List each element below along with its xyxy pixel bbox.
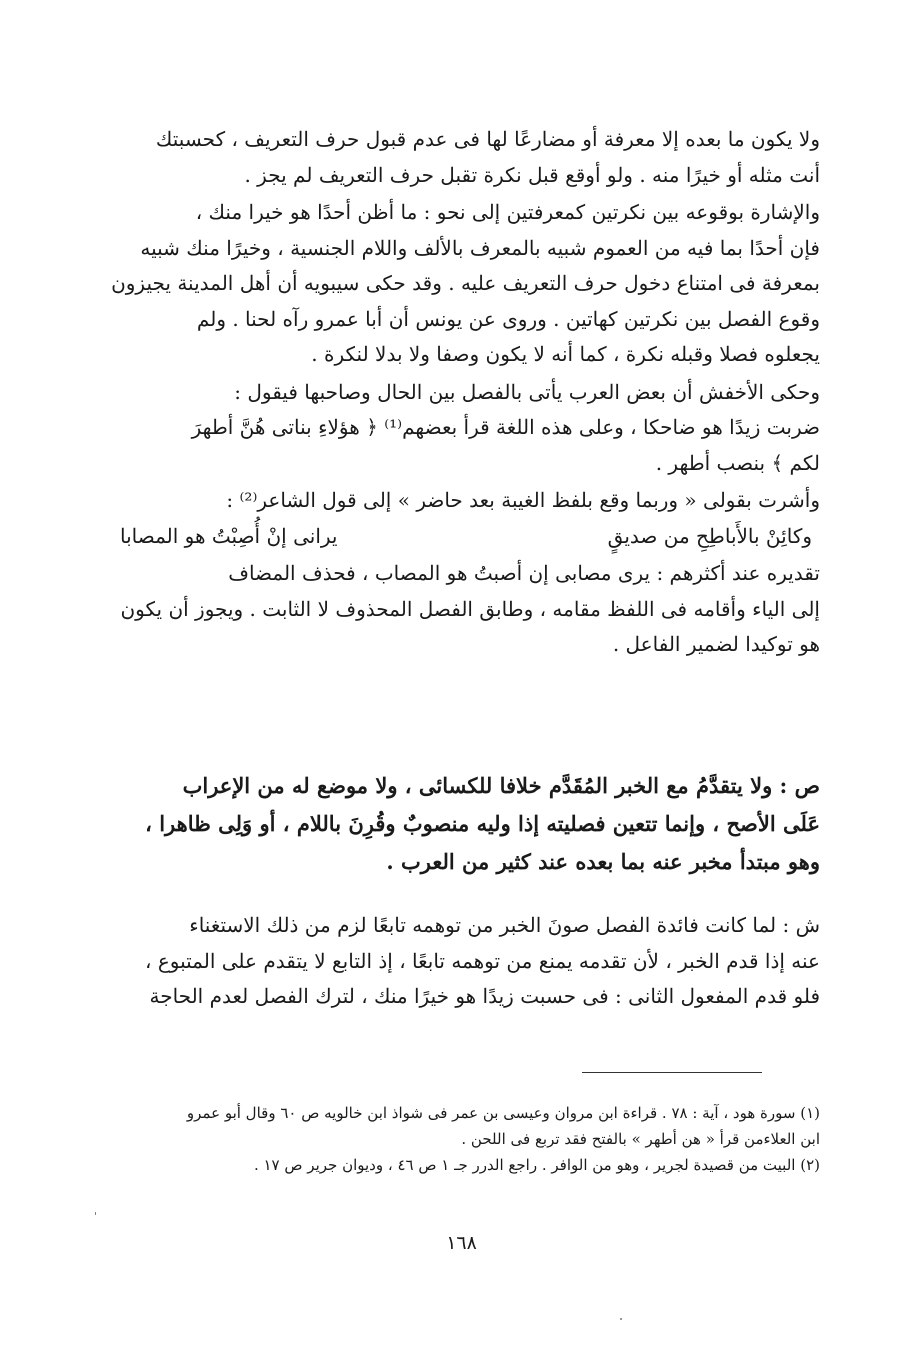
text-line: وقوع الفصل بين نكرتين كهاتين . وروى عن يونس أن أبا عمرو رآه لحنا . ولم xyxy=(196,306,820,331)
matn-line: ص : ولا يتقدَّمُ مع الخبر المُقَدَّم خلافا للكسائى ، ولا موضع له من الإعراب xyxy=(182,773,820,798)
sharh-line: فلو قدم المفعول الثانى : فى حسبت زيدًا هو خيرًا منك ، لترك الفصل لعدم الحاجة xyxy=(149,984,820,1008)
footnote-line: (٢) البيت من قصيدة لجرير ، وهو من الوافر . راجع الدرر جـ ١ ص ٤٦ ، وديوان جرير ص ١٧ . xyxy=(253,1156,820,1174)
page-number: ١٦٨ xyxy=(446,1232,477,1254)
footnote-line: ابن العلاءمن قرأ « هن أطهر » بالفتح فقد تربع فى اللحن . xyxy=(461,1130,820,1148)
text-line: هو توكيدا لضمير الفاعل . xyxy=(612,632,820,656)
text-line: يجعلوه فصلا وقبله نكرة ، كما أنه لا يكون وصفا ولا بدلا لنكرة . xyxy=(311,342,820,366)
paper-speck xyxy=(620,1318,622,1320)
text-line: أنت مثله أو خيرًا منه . ولو أوقع قبل نكرة تقبل حرف التعريف لم يجز . xyxy=(244,162,820,187)
sharh-text xyxy=(108,908,820,1015)
footnote-line: (١) سورة هود ، آية : ٧٨ . قراءة ابن مروان وعيسى بن عمر فى شواذ ابن خالويه ص ٦٠ وقال أبو عمرو xyxy=(186,1104,820,1122)
matn-text xyxy=(108,767,820,881)
text-line: ضربت زيدًا هو ضاحكا ، وعلى هذه اللغة قرأ بعضهم⁽¹⁾ ﴿ هؤلاءِ بناتى هُنَّ أطهرَ xyxy=(191,415,820,439)
matn-line: عَلَى الأصح ، وإنما تتعين فصليته إذا وليه منصوبٌ وقُرِنَ باللام ، أو وَلِى ظاهرا ، xyxy=(145,811,820,836)
text-line: بمعرفة فى امتناع دخول حرف التعريف عليه . وقد حكى سيبويه أن أهل المدينة يجيزون xyxy=(111,271,820,295)
poem-hemistich-first: وكائِنْ بالأَباطِحِ من صديقٍ xyxy=(607,523,812,548)
text-line: لكم ﴾ بنصب أطهر . xyxy=(655,450,820,475)
sharh-line: ش : لما كانت فائدة الفصل صونَ الخبر من توهمه تابعًا لزم من ذلك الاستغناء xyxy=(189,913,820,937)
footnotes xyxy=(108,1100,820,1178)
text-line: فإن أحدًا بما فيه من العموم شبيه بالمعرف بالألف واللام الجنسية ، وخيرًا منك شبيه xyxy=(140,235,820,260)
text-line: والإشارة بوقوعه بين نكرتين كمعرفتين إلى نحو : ما أظن أحدًا هو خيرا منك ، xyxy=(195,200,820,224)
text-line: تقديره عند أكثرهم : يرى مصابى إن أصبتُ هو المصاب ، فحذف المضاف xyxy=(228,561,820,585)
text-line: إلى الياء وأقامه فى اللفظ مقامه ، وطابق الفصل المحذوف لا الثابت . ويجوز أن يكون xyxy=(120,596,820,621)
text-line: ولا يكون ما بعده إلا معرفة أو مضارعًا لها فى عدم قبول حرف التعريف ، كحسبتك xyxy=(155,127,820,151)
paper-speck xyxy=(95,1212,96,1215)
text-line: وأشرت بقولى « وربما وقع بلفظ الغيبة بعد حاضر » إلى قول الشاعر⁽²⁾ : xyxy=(226,488,820,512)
text-line: وحكى الأخفش أن بعض العرب يأتى بالفصل بين الحال وصاحبها فيقول : xyxy=(234,379,820,404)
poem-hemistich-second: يرانى إنْ أُصِبْتُ هو المصابا xyxy=(120,523,338,548)
footnote-separator xyxy=(582,1072,762,1073)
body-text xyxy=(108,122,820,663)
sharh-line: عنه إذا قدم الخبر ، لأن تقدمه يمنع من توهمه تابعًا ، إذ التابع لا يتقدم على المتبوع ، xyxy=(145,948,820,973)
matn-line: وهو مبتدأ مخبر عنه بما بعده عند كثير من العرب . xyxy=(386,849,820,874)
poem-verse xyxy=(108,519,820,555)
